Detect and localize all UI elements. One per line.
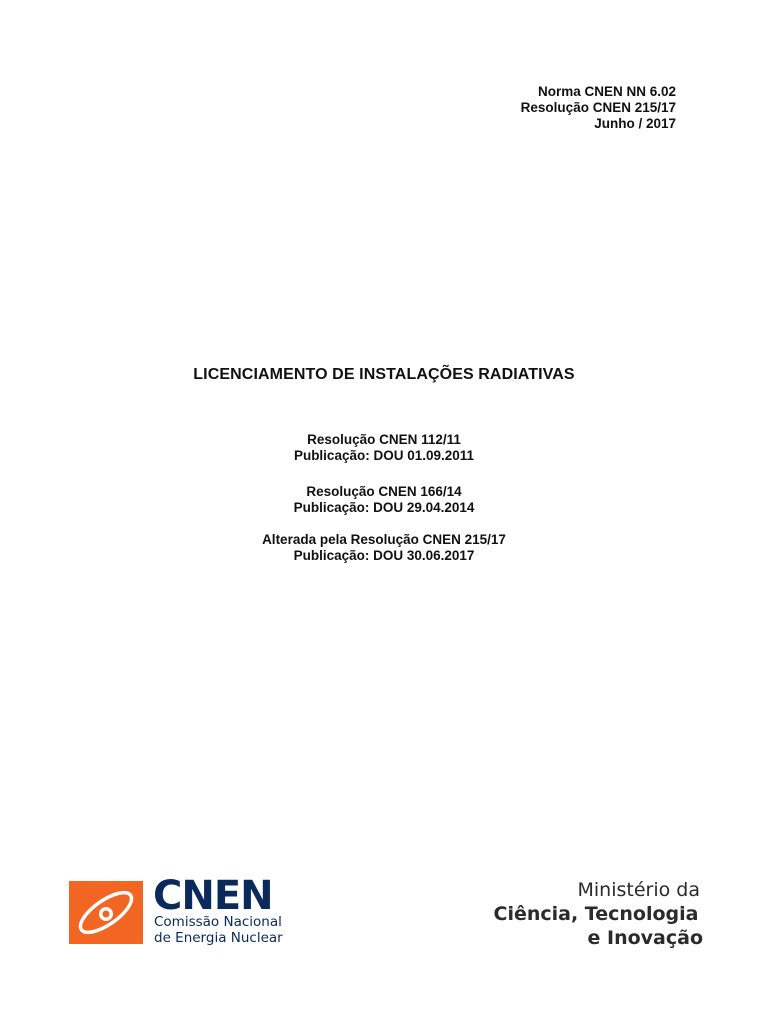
ministry-logo xyxy=(494,878,704,950)
norma-label: Norma CNEN NN 6.02 xyxy=(537,84,676,99)
resolucao-label: Resolução CNEN 215/17 xyxy=(520,100,676,115)
ministry-line2: Ciência, Tecnologia xyxy=(493,903,699,925)
publication-entry xyxy=(0,532,768,564)
cnen-logo xyxy=(69,873,309,946)
publication-entry xyxy=(0,432,768,464)
cnen-subtitle-line2: de Energia Nuclear xyxy=(154,930,283,946)
ministry-line3: e Inovação xyxy=(587,927,703,949)
publication-entry xyxy=(0,484,768,516)
publication-resolution: Alterada pela Resolução CNEN 215/17 xyxy=(262,532,506,547)
publication-date: Publicação: DOU 29.04.2014 xyxy=(293,500,475,515)
ministry-line1: Ministério da xyxy=(577,879,700,901)
document-title: LICENCIAMENTO DE INSTALAÇÕES RADIATIVAS xyxy=(193,366,575,383)
date-label: Junho / 2017 xyxy=(594,116,676,131)
document-header xyxy=(521,84,676,132)
atom-orbit-icon xyxy=(69,881,143,944)
cnen-wordmark: CNEN xyxy=(153,873,273,919)
cnen-subtitle-line1: Comissão Nacional xyxy=(154,914,282,930)
publication-resolution: Resolução CNEN 112/11 xyxy=(307,432,461,447)
publication-date: Publicação: DOU 30.06.2017 xyxy=(293,548,475,563)
publication-resolution: Resolução CNEN 166/14 xyxy=(306,484,462,499)
publication-date: Publicação: DOU 01.09.2011 xyxy=(293,448,475,463)
